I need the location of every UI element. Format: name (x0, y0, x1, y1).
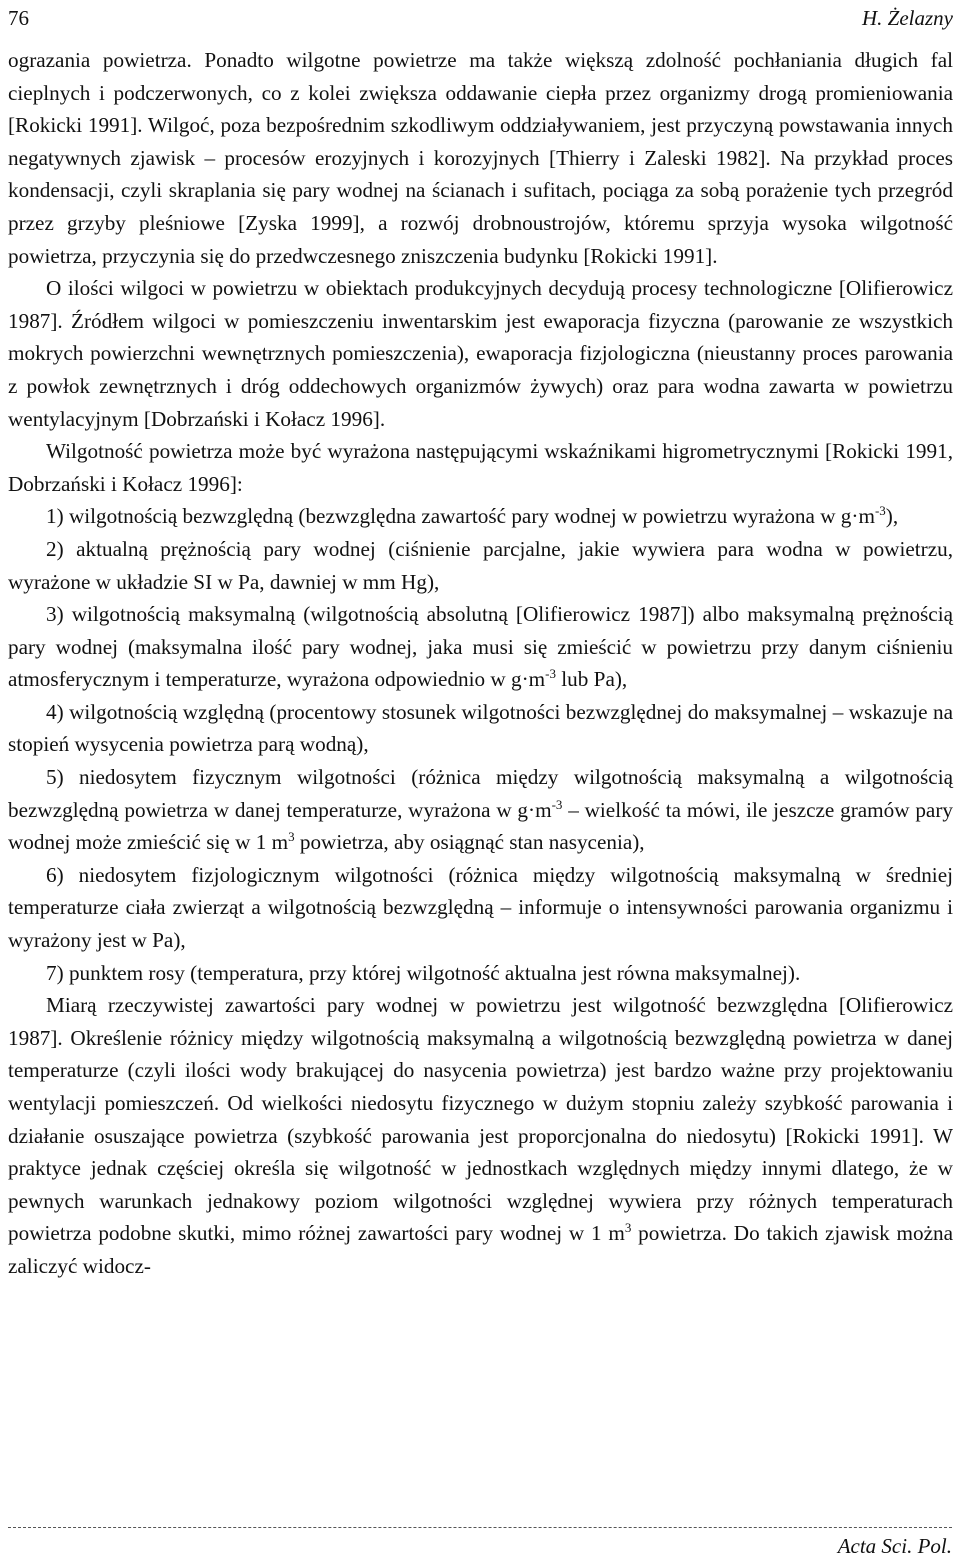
running-head-author: H. Żelazny (862, 6, 953, 30)
paragraph-text: 7) punktem rosy (temperatura, przy której wilgotność aktualna jest równa maksymalnej). (46, 960, 801, 985)
paragraph (8, 533, 953, 598)
footer-rule (8, 1527, 952, 1528)
paragraph (8, 44, 953, 272)
paragraph-text: powietrza, aby osiągnąć stan nasycenia), (294, 830, 645, 855)
superscript: 3 (288, 829, 295, 845)
superscript: -3 (874, 503, 886, 519)
paragraph (8, 989, 953, 1282)
paragraph (8, 859, 953, 957)
paragraph (8, 696, 953, 761)
superscript: -3 (551, 796, 563, 812)
paragraph-text: – wielkość ta mówi, ile jeszcze gramów pary wodnej może zmieścić się w 1 m (8, 797, 953, 855)
superscript: 3 (624, 1220, 632, 1236)
paragraph-text: 3) wilgotnością maksymalną (wilgotnością absolutną [Olifierowicz 1987]) albo maksymalną prężnością pary wodnej (maksymalna ilość pary wodnej, jaka musi się zmieścić w powietrzu przy danym ciśnieniu atmosferycznym i temperaturze, wyrażona odpowiednio w g·m (8, 602, 953, 692)
paragraph (8, 761, 953, 859)
page-number: 76 (8, 6, 29, 30)
paragraph-text: ograzania powietrza. Ponadto wilgotne powietrze ma także większą zdolność pochłaniania długich fal cieplnych i podczerwonych, co z kolei zwiększa oddawanie ciepła przez organizmy drogą promieniowania [Rokicki 1991]. Wilgoć, poza bezpośrednim szkodliwym oddziaływaniem, jest przyczyną powstawania innych negatywnych zjawisk – procesów erozyjnych i korozyjnych [Thierry i Zaleski 1982]. Na przykład proces kondensacji, czyli skraplania się pary wodnej na ścianach i sufitach, pociąga za sobą porażenie tych przegród przez grzyby pleśniowe [Zyska 1999], a rozwój drobnoustrojów, któremu sprzyja wysoka wilgotność powietrza, przyczynia się do przedwczesnego zniszczenia budynku [Rokicki 1991]. (8, 48, 953, 268)
page-header (8, 0, 953, 44)
paragraph (8, 957, 953, 990)
paragraph-text: ), (885, 504, 899, 529)
paragraph-text: 6) niedosytem fizjologicznym wilgotności (różnica między wilgotnością maksymalną w średniej temperaturze ciała zwierząt a wilgotnością bezwzględną – informuje o intensywności parowania organizmu i wyrażony jest w Pa), (8, 862, 953, 953)
paragraph (8, 435, 953, 500)
paragraph-text: Miarą rzeczywistej zawartości pary wodnej w powietrzu jest wilgotność bezwzględna [Olifierowicz 1987]. Określenie różnicy między wilgotnością maksymalną a wilgotnością bezwzględną powietrza w danej temperaturze (czyli ilości wody brakującej do nasycenia powietrza) jest bardzo ważne przy projektowaniu wentylacji pomieszczeń. Od wielkości niedosytu fizycznego w dużym stopniu zależy szybkość parowania i działanie osuszające powietrza (szybkość parowania jest proporcjonalna do niedosytu) [Rokicki 1991]. W praktyce jednak częściej określa się wilgotność w jednostkach względnych między innymi dlatego, że w pewnych warunkach jednakowy poziom wilgotności względnej wywiera przy różnych temperaturach powietrza podobne skutki, mimo różnej zawartości pary wodnej w 1 m (8, 993, 953, 1246)
paragraph (8, 272, 953, 435)
footer-journal-name: Acta Sci. Pol. (837, 1534, 952, 1558)
paragraph-text: lub Pa), (556, 667, 628, 692)
paragraph-text: 1) wilgotnością bezwzględną (bezwzględna zawartość pary wodnej w powietrzu wyrażona w g·m (46, 504, 875, 529)
paragraph-text: powietrza. Do takich zjawisk można zaliczyć widocz- (8, 1221, 953, 1278)
paragraph-text: O ilości wilgoci w powietrzu w obiektach produkcyjnych decydują procesy technologiczne [Olifierowicz 1987]. Źródłem wilgoci w pomieszczeniu inwentarskim jest ewaporacja fizyczna (parowanie ze wszystkich mokrych powierzchni wewnętrznych pomieszczenia), ewaporacja fizjologiczna (nieustanny proces parowania z powłok zewnętrznych i dróg oddechowych organizmów żywych) oraz para wodna zawarta w powietrzu wentylacyjnym [Dobrzański i Kołacz 1996]. (8, 276, 953, 431)
paragraph (8, 500, 953, 533)
paragraph (8, 598, 953, 696)
paragraph-text: Wilgotność powietrza może być wyrażona następującymi wskaźnikami higrometrycznymi [Rokicki 1991, Dobrzański i Kołacz 1996]: (8, 439, 953, 496)
paragraph-text: 2) aktualną prężnością pary wodnej (ciśnienie parcjalne, jakie wywiera para wodna w powietrzu, wyrażone w układzie SI w Pa, dawniej w mm Hg), (8, 536, 953, 594)
body-text (8, 44, 953, 1283)
paragraph-text: 5) niedosytem fizycznym wilgotności (różnica między wilgotnością maksymalną a wilgotnością bezwzględną powietrza w danej temperaturze, wyrażona w g·m (8, 765, 953, 822)
superscript: -3 (545, 666, 556, 682)
document-page (8, 0, 953, 1283)
paragraph-text: 4) wilgotnością względną (procentowy stosunek wilgotności bezwzględnej do maksymalnej – wskazuje na stopień wysycenia powietrza parą wodną), (8, 699, 953, 757)
